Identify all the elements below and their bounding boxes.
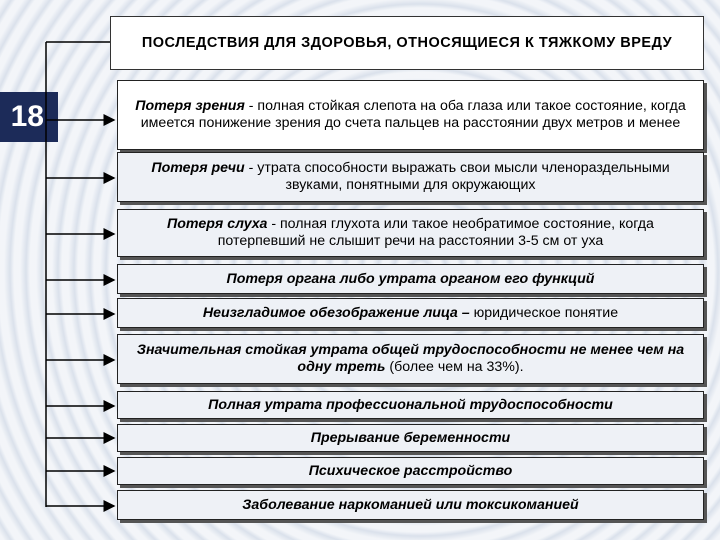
consequence-item xyxy=(117,424,704,452)
consequence-item xyxy=(117,457,704,485)
page-title: ПОСЛЕДСТВИЯ ДЛЯ ЗДОРОВЬЯ, ОТНОСЯЩИЕСЯ К ТЯЖКОМУ ВРЕДУ xyxy=(110,16,704,70)
item-term: Потеря речи xyxy=(151,160,245,176)
item-term: Прерывание беременности xyxy=(310,429,511,446)
consequence-item xyxy=(117,298,704,328)
consequence-item xyxy=(117,264,704,294)
item-term: Потеря зрения xyxy=(135,98,245,114)
consequence-item xyxy=(117,152,704,202)
item-description: - утрата способности выражать свои мысли членораздельными звуками, понятными для окружающих xyxy=(244,160,670,193)
item-term: Заболевание наркоманией или токсикоманией xyxy=(242,496,579,513)
item-term: Психическое расстройство xyxy=(308,462,513,479)
consequence-item xyxy=(117,391,704,419)
item-term: Потеря слуха xyxy=(167,216,268,232)
item-description: - полная глухота или такое необратимое состояние, когда потерпевший не слышит речи на расстоянии 3-5 см от уха xyxy=(217,216,654,249)
item-term: Значительная стойкая утрата общей трудоспособности не менее чем на одну треть xyxy=(136,342,685,375)
item-description: юридическое понятие xyxy=(469,304,619,321)
consequence-item xyxy=(117,209,704,257)
consequence-item xyxy=(117,334,704,384)
item-term: Полная утрата профессиональной трудоспособности xyxy=(208,396,613,413)
item-term: Неизгладимое обезображение лица – xyxy=(202,304,470,321)
consequence-item xyxy=(117,490,704,520)
slide-number: 18 xyxy=(0,92,58,142)
consequence-item xyxy=(117,80,704,150)
item-description: (более чем на 33%). xyxy=(385,359,524,375)
item-term: Потеря органа либо утрата органом его функций xyxy=(226,270,595,287)
item-description: - полная стойкая слепота на оба глаза или такое состояние, когда имеется понижение зрения до счета пальцев на расстоянии двух метров и менее xyxy=(140,98,686,131)
